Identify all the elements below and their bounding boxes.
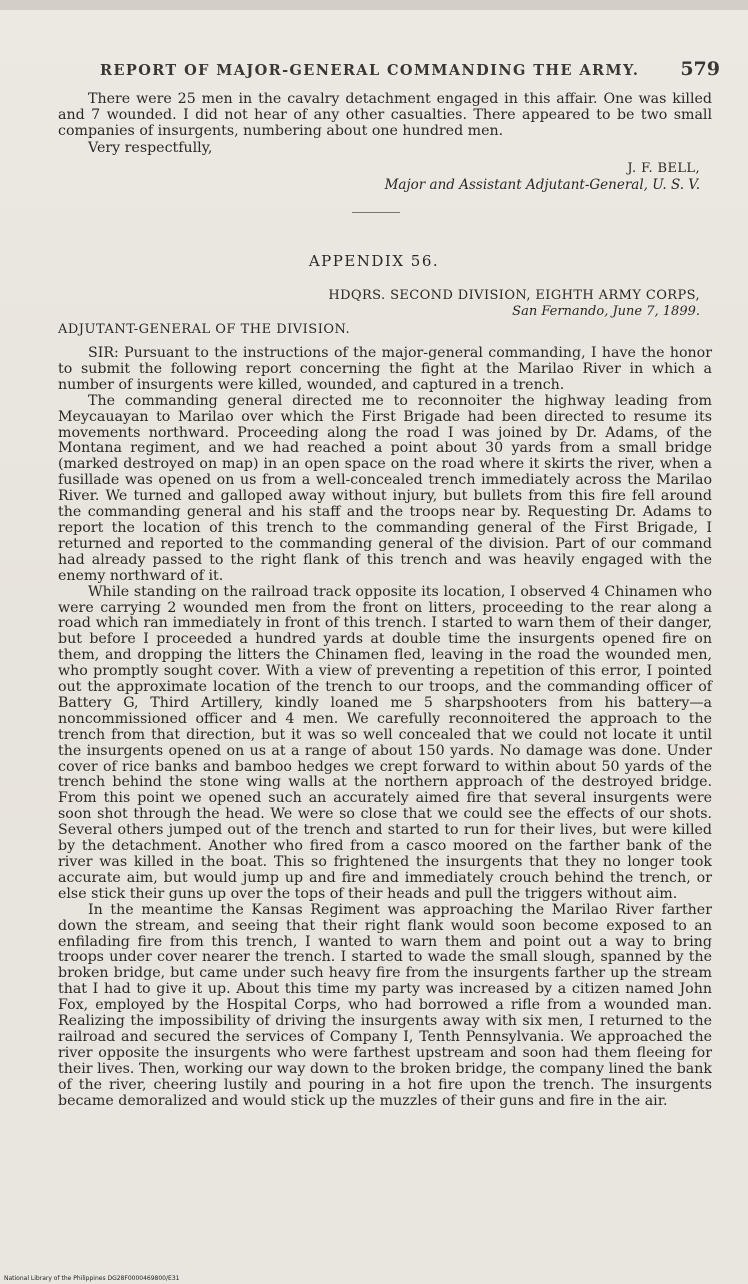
library-footer: National Library of the Philippines DG28F0000469800/E31 bbox=[4, 1275, 180, 1282]
hq-line: HDQRS. SECOND DIVISION, EIGHTH ARMY CORPS, bbox=[328, 288, 700, 303]
report-body bbox=[58, 346, 712, 1110]
top-section bbox=[58, 92, 712, 156]
signature-title: Major and Assistant Adjutant-General, U. S. V. bbox=[384, 177, 700, 193]
page-number: 579 bbox=[680, 58, 720, 80]
section-divider bbox=[352, 212, 400, 213]
signature-name: J. F. BELL, bbox=[627, 161, 700, 176]
addressee: ADJUTANT-GENERAL OF THE DIVISION. bbox=[58, 322, 351, 337]
report-paragraph: The commanding general directed me to reconnoiter the highway leading from Meycauayan to Marilao over which the First Brigade had been directed to resume its movements northward. Proceeding along the road I was joined by Dr. Adams, of the Montana regiment, and we had reached a point about 30 yards from a small bridge (marked destroyed on map) in an open space on the road where it skirts the river, when a fusillade was opened on us from a well-concealed trench immediately across the Marilao River. We turned and galloped away without injury, but bullets from this fire fell around the commanding general and his staff and the troops near by. Requesting Dr. Adams to report the location of this trench to the commanding general of the First Brigade, I returned and reported to the commanding general of the division. Part of our command had already passed to the right flank of this trench and was heavily engaged with the enemy northward of it. bbox=[58, 392, 712, 584]
report-paragraph: SIR: Pursuant to the instructions of the major-general commanding, I have the honor to submit the following report concerning the fight at the Marilao River in which a number of insurgents were killed, wounded, and captured in a trench. bbox=[58, 345, 712, 393]
headquarters-block bbox=[328, 288, 700, 320]
running-header bbox=[100, 58, 720, 80]
closing-line: Very respectfully, bbox=[88, 139, 213, 156]
appendix-title: APPENDIX 56. bbox=[308, 252, 440, 270]
hq-location: San Fernando, June 7, 1899. bbox=[512, 304, 700, 319]
report-paragraph: While standing on the railroad track opposite its location, I observed 4 Chinamen who were carrying 2 wounded men from the front on litters, proceeding to the rear along a road which ran immediately in front of this trench. I started to warn them of their danger, but before I proceeded a hundred yards at double time the insurgents opened fire on them, and dropping the litters the Chinamen fled, leaving in the road the wounded men, who promptly sought cover. With a view of preventing a repetition of this error, I pointed out the approximate location of the trench to our troops, and the commanding officer of Battery G, Third Artillery, kindly loaned me 5 sharpshooters from his battery—a noncommissioned officer and 4 men. We carefully reconnoitered the approach to the trench from that direction, but it was so well concealed that we could not locate it until the insurgents opened on us at a range of about 150 yards. No damage was done. Under cover of rice banks and bamboo hedges we crept forward to within about 50 yards of the trench behind the stone wing walls at the northern approach of the destroyed bridge. From this point we opened such an accurately aimed fire that several insurgents were soon shot through the head. We were so close that we could see the effects of our shots. Several others jumped out of the trench and started to run for their lives, but were killed by the detachment. Another who fired from a casco moored on the farther bank of the river was killed in the boat. This so frightened the insurgents that they no longer took accurate aim, but would jump up and fire and immediately crouch behind the trench, or else stick their guns up over the tops of their heads and pull the triggers without aim. bbox=[58, 583, 712, 902]
running-title: REPORT OF MAJOR-GENERAL COMMANDING THE ARMY. bbox=[100, 62, 640, 79]
top-paragraph: There were 25 men in the cavalry detachment engaged in this affair. One was killed and 7 wounded. I did not hear of any other casualties. There appeared to be two small companies of insurgents, numbering about one hundred men. bbox=[58, 91, 712, 139]
report-paragraph: In the meantime the Kansas Regiment was approaching the Marilao River farther down the stream, and seeing that their right flank would soon become exposed to an enfilading fire from this trench, I wanted to warn them and point out a way to bring troops under cover nearer the trench. I started to wade the small slough, spanned by the broken bridge, but came under such heavy fire from the insurgents farther up the stream that I had to give it up. About this time my party was increased by a citizen named John Fox, employed by the Hospital Corps, who had borrowed a rifle from a wounded man. Realizing the impossibility of driving the insurgents away with six men, I returned to the railroad and secured the services of Company I, Tenth Pennsylvania. We approached the river opposite the insurgents who were farthest upstream and soon had them fleeing for their lives. Then, working our way down to the broken bridge, the company lined the bank of the river, cheering lustily and pouring in a hot fire upon the trench. The insurgents became demoralized and would stick up the muzzles of their guns and fire in the air. bbox=[58, 901, 712, 1109]
signature-block bbox=[385, 160, 700, 194]
scan-top-edge bbox=[0, 0, 748, 10]
